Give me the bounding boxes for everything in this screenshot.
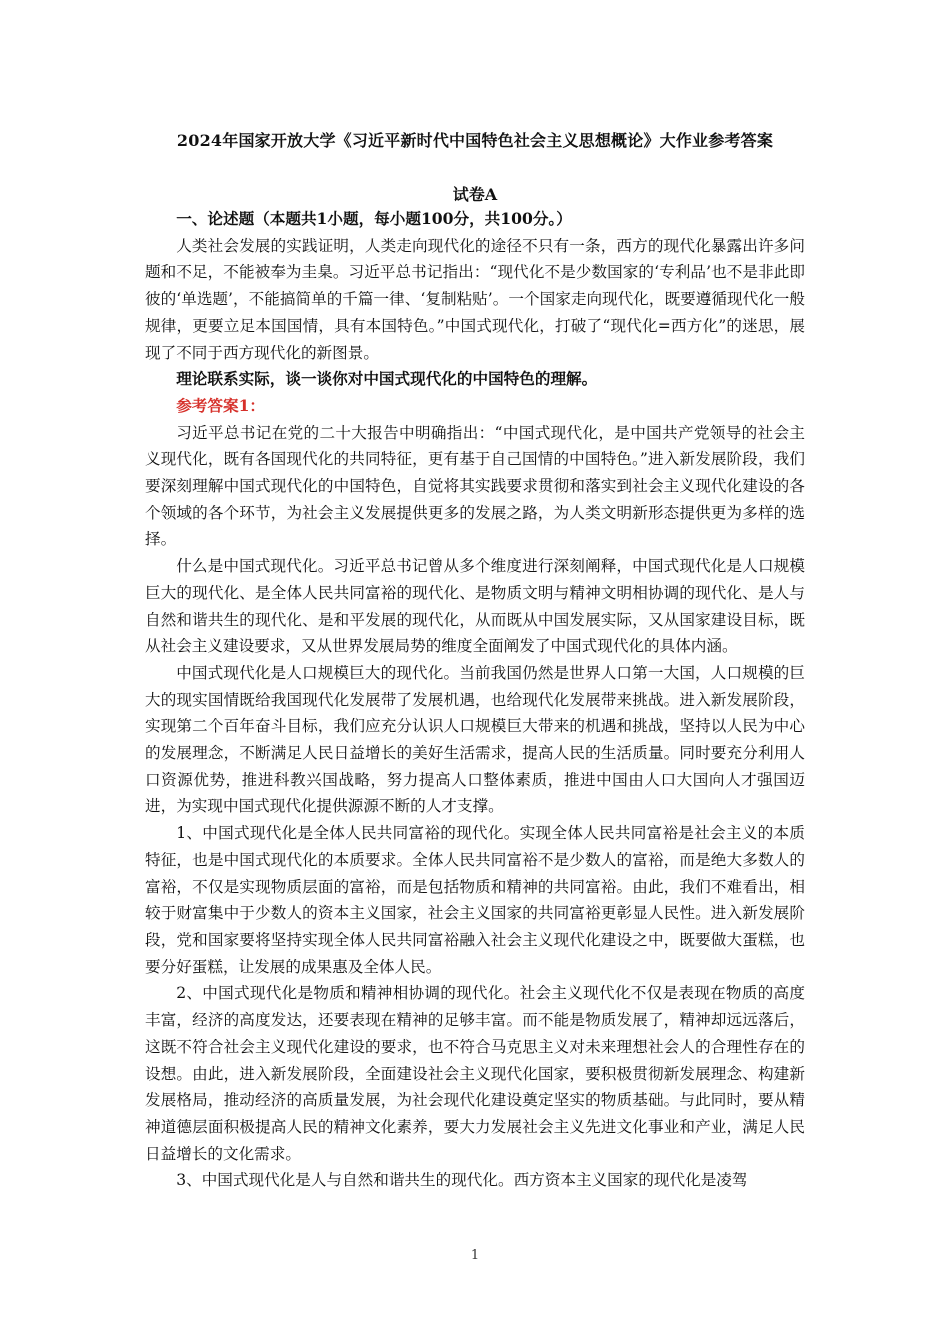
answer-paragraph: 3、中国式现代化是人与自然和谐共生的现代化。西方资本主义国家的现代化是凌驾 <box>176 1171 748 1190</box>
question-text: 理论联系实际，谈一谈你对中国式现代化的中国特色的理解。 <box>176 369 598 389</box>
document-body <box>145 206 805 1194</box>
answer-paragraph: 什么是中国式现代化。习近平总书记曾从多个维度进行深刻阐释，中国式现代化是人口规模巨大的现代化、是全体人民共同富裕的现代化、是物质文明与精神文明相协调的现代化、是人与自然和谐共生的现代化、是和平发展的现代化，从而既从中国发展实际，又从国家建设目标，既从社会主义建设要求，又从世界发展局势的维度全面阐发了中国式现代化的具体内涵。 <box>145 557 805 656</box>
answer-paragraph: 2、中国式现代化是物质和精神相协调的现代化。社会主义现代化不仅是表现在物质的高度丰富，经济的高度发达，还要表现在精神的足够丰富。而不能是物质发展了，精神却远远落后，这既不符合社会主义现代化建设的要求，也不符合马克思主义对未来理想社会人的合理性存在的设想。由此，进入新发展阶段，全面建设社会主义现代化国家，要积极贯彻新发展理念、构建新发展格局，推动经济的高质量发展，为社会现代化建设奠定坚实的物质基础。与此同时，要从精神道德层面积极提高人民的精神文化素养，要大力发展社会主义先进文化事业和产业，满足人民日益增长的文化需求。 <box>145 984 805 1163</box>
paper-label: 试卷A <box>452 185 498 204</box>
answer-paragraph: 习近平总书记在党的二十大报告中明确指出：“中国式现代化，是中国共产党领导的社会主义现代化，既有各国现代化的共同特征，更有基于自己国情的中国特色。”进入新发展阶段，我们要深刻理解中国式现代化的中国特色，自觉将其实践要求贯彻和落实到社会主义现代化建设的各个领域的各个环节，为社会主义发展提供更多的发展之路，为人类文明新形态提供更为多样的选择。 <box>145 423 805 549</box>
question-prompt-paragraph: 人类社会发展的实践证明，人类走向现代化的途径不只有一条，西方的现代化暴露出许多问题和不足，不能被奉为圭臬。习近平总书记指出：“现代化不是少数国家的‘专利品’也不是非此即彼的‘单选题’，不能搞简单的千篇一律、‘复制粘贴’。一个国家走向现代化，既要遵循现代化一般规律，更要立足本国国情，具有本国特色。”中国式现代化，打破了“现代化=西方化”的迷思，展现了不同于西方现代化的新图景。 <box>145 236 805 362</box>
section-heading: 一、论述题（本题共1小题，每小题100分，共100分。） <box>176 209 572 228</box>
answer-paragraph: 1、中国式现代化是全体人民共同富裕的现代化。实现全体人民共同富裕是社会主义的本质特征，也是中国式现代化的本质要求。全体人民共同富裕不是少数人的富裕，而是绝大多数人的富裕，不仅是实现物质层面的富裕，而是包括物质和精神的共同富裕。由此，我们不难看出，相较于财富集中于少数人的资本主义国家，社会主义国家的共同富裕更彰显人民性。进入新发展阶段，党和国家要将坚持实现全体人民共同富裕融入社会主义现代化建设之中，既要做大蛋糕，也要分好蛋糕，让发展的成果惠及全体人民。 <box>145 824 805 976</box>
answer-paragraph: 中国式现代化是人口规模巨大的现代化。当前我国仍然是世界人口第一大国，人口规模的巨大的现实国情既给我国现代化发展带了发展机遇，也给现代化发展带来挑战。进入新发展阶段，实现第二个百年奋斗目标，我们应充分认识人口规模巨大带来的机遇和挑战，坚持以人民为中心的发展理念，不断满足人民日益增长的美好生活需求，提高人民的生活质量。同时要充分利用人口资源优势，推进科教兴国战略，努力提高人口整体素质，推进中国由人口大国向人才强国迈进，为实现中国式现代化提供源源不断的人才支撑。 <box>145 663 805 816</box>
answer-label: 参考答案1： <box>176 395 266 415</box>
page-number: 1 <box>470 1248 480 1263</box>
document-title: 2024年国家开放大学《习近平新时代中国特色社会主义思想概论》大作业参考答案 <box>176 131 774 150</box>
